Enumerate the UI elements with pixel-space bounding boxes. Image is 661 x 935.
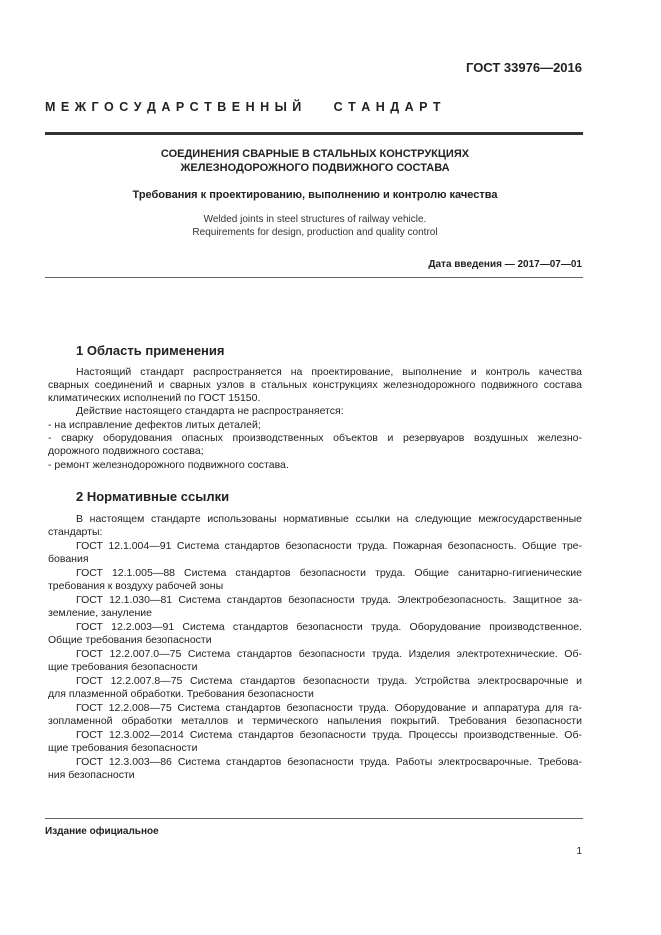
paragraph-line: сварных соединений и сварных узлов в стальных конструкциях железнодорожного подвижного состава (48, 379, 582, 391)
reference-line: Общие требования безопасности (48, 634, 212, 646)
reference-line: ГОСТ 12.1.005—88 Система стандартов безопасности труда. Общие санитарно-гигиенические (76, 567, 582, 579)
section-2-heading: 2 Нормативные ссылки (76, 489, 230, 504)
paragraph-line: стандарты: (48, 526, 103, 538)
introduction-date: Дата введения — 2017—07—01 (428, 259, 582, 270)
standard-type: М Е Ж Г О С У Д А Р С Т В Е Н Н Ы Й С Т А Н Д А Р Т (45, 100, 442, 114)
paragraph-line: В настоящем стандарте использованы нормативные ссылки на следующие межгосударственные (76, 513, 582, 525)
english-title-line-1: Welded joints in steel structures of railway vehicle. (203, 214, 427, 225)
title-line-1: СОЕДИНЕНИЯ СВАРНЫЕ В СТАЛЬНЫХ КОНСТРУКЦИЯХ (160, 148, 470, 160)
paragraph-line: климатических исполнений по ГОСТ 15150. (48, 392, 261, 404)
date-rule (45, 277, 583, 278)
paragraph-line: Действие настоящего стандарта не распространяется: (76, 405, 344, 417)
reference-line: требования к воздуху рабочей зоны (48, 580, 224, 592)
paragraph-line: Настоящий стандарт распространяется на проектирование, выполнение и контроль качества (76, 366, 582, 378)
list-item: - на исправление дефектов литых деталей; (48, 419, 261, 431)
official-edition-label: Издание официальное (45, 826, 159, 837)
footer-rule (45, 818, 583, 819)
title-line-2: ЖЕЛЕЗНОДОРОЖНОГО ПОДВИЖНОГО СОСТАВА (180, 162, 450, 174)
reference-line: ГОСТ 12.3.003—86 Система стандартов безопасности труда. Работы электросварочные. Требова- (76, 756, 582, 768)
reference-line: ГОСТ 12.1.004—91 Система стандартов безопасности труда. Пожарная безопасность. Общие тре- (76, 540, 582, 552)
list-item-continuation: дорожного подвижного состава; (48, 445, 204, 457)
reference-line: ния безопасности (48, 769, 135, 781)
reference-line: для плазменной обработки. Требования безопасности (48, 688, 314, 700)
reference-line: зопламенной обработки металлов и термического напыления покрытий. Требования безопасности (48, 715, 582, 727)
section-1-heading: 1 Область применения (76, 343, 225, 358)
reference-line: щие требования безопасности (48, 742, 198, 754)
reference-line: ГОСТ 12.2.007.8—75 Система стандартов безопасности труда. Устройства электросварочные и (76, 675, 582, 687)
english-title-line-2: Requirements for design, production and quality control (192, 227, 438, 238)
reference-line: ГОСТ 12.2.007.0—75 Система стандартов безопасности труда. Изделия электротехнические. Об- (76, 648, 582, 660)
reference-line: ГОСТ 12.2.008—75 Система стандартов безопасности труда. Оборудование и аппаратура для га- (76, 702, 582, 714)
reference-line: ГОСТ 12.1.030—81 Система стандартов безопасности труда. Электробезопасность. Защитное за- (76, 594, 582, 606)
document-code: ГОСТ 33976—2016 (466, 60, 582, 75)
reference-line: бования (48, 553, 89, 565)
reference-line: земление, зануление (48, 607, 153, 619)
subtitle: Требования к проектированию, выполнению и контролю качества (132, 189, 498, 201)
list-item: - ремонт железнодорожного подвижного состава. (48, 459, 289, 471)
reference-line: ГОСТ 12.2.003—91 Система стандартов безопасности труда. Оборудование производственное. (76, 621, 582, 633)
header-rule (45, 132, 583, 135)
page-number: 1 (576, 846, 582, 857)
reference-line: щие требования безопасности (48, 661, 198, 673)
list-item: - сварку оборудования опасных производственных объектов и резервуаров воздушных железно- (48, 432, 582, 444)
reference-line: ГОСТ 12.3.002—2014 Система стандартов безопасности труда. Процессы производственные. Об- (76, 729, 582, 741)
